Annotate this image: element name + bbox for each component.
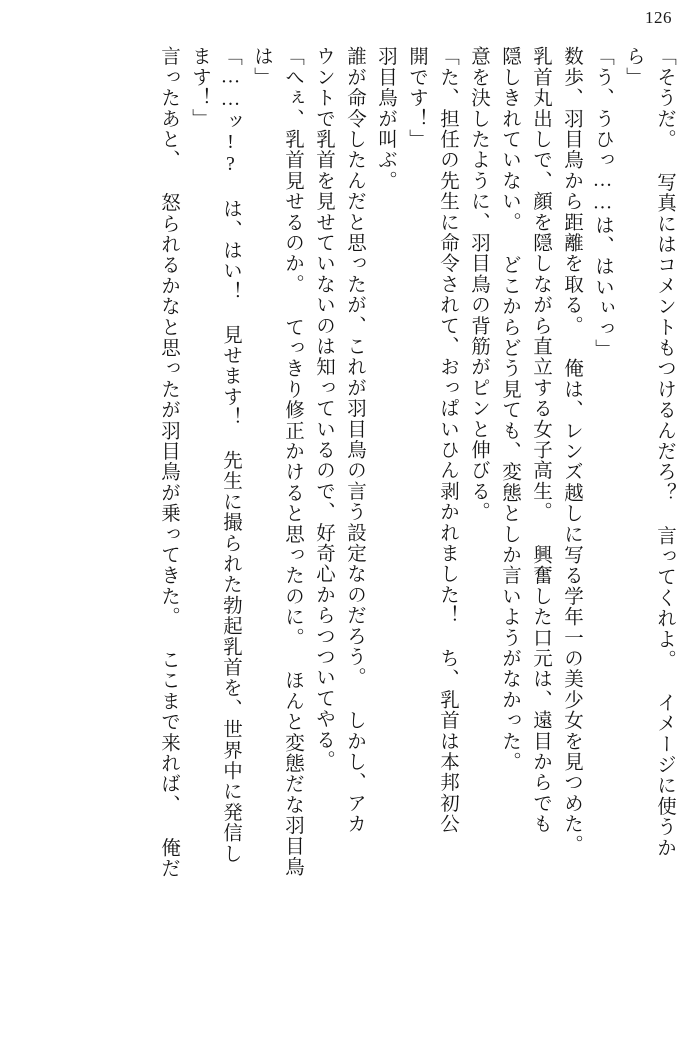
- page-number: 126: [645, 8, 672, 27]
- text-column: 隠しきれていない。 どこからどう見ても、変態としか言いようがなかった。: [499, 46, 520, 772]
- text-column: 誰が命令したんだと思ったが、これが羽目鳥の言う設定なのだろう。 しかし、アカ: [344, 46, 365, 835]
- text-column: ら」: [623, 46, 644, 88]
- text-column: ウントで乳首を見せていないのは知っているので、好奇心からつついてやる。: [313, 46, 334, 771]
- text-column: 開です！」: [406, 46, 427, 150]
- body-text: [22, 46, 680, 1021]
- text-column: 「そうだ。 写真にはコメントもつけるんだろ？ 言ってくれよ。 イメージに使うか: [654, 46, 675, 858]
- text-column: 「た、担任の先生に命令されて、おっぱいひん剥かれました！ ち、乳首は本邦初公: [437, 46, 458, 835]
- text-column: は」: [251, 46, 272, 88]
- text-column: 数歩、羽目鳥から距離を取る。 俺は、レンズ越しに写る学年一の美少女を見つめた。: [561, 46, 582, 855]
- text-column: 「へぇ、乳首見せるのか。 てっきり修正かけると思ったのに。 ほんと変態だな羽目鳥: [282, 46, 303, 877]
- text-column: 羽目鳥が叫ぶ。: [375, 46, 396, 191]
- text-column: 言ったあと、 怒られるかなと思ったが羽目鳥が乗ってきた。 ここまで来れば、 俺だ: [158, 46, 179, 879]
- text-column: 「……ッ!? は、はい！ 見せます！ 先生に撮られた勃起乳首を、世界中に発信し: [220, 46, 241, 864]
- text-column: 「う、うひっ……は、はいぃっ」: [592, 46, 613, 360]
- text-column: 乳首丸出しで、顔を隠しながら直立する女子高生。 興奮した口元は、遠目からでも: [530, 46, 551, 835]
- text-column: ます！」: [189, 46, 210, 129]
- text-column: 意を決したように、羽目鳥の背筋がピンと伸びる。: [468, 46, 489, 523]
